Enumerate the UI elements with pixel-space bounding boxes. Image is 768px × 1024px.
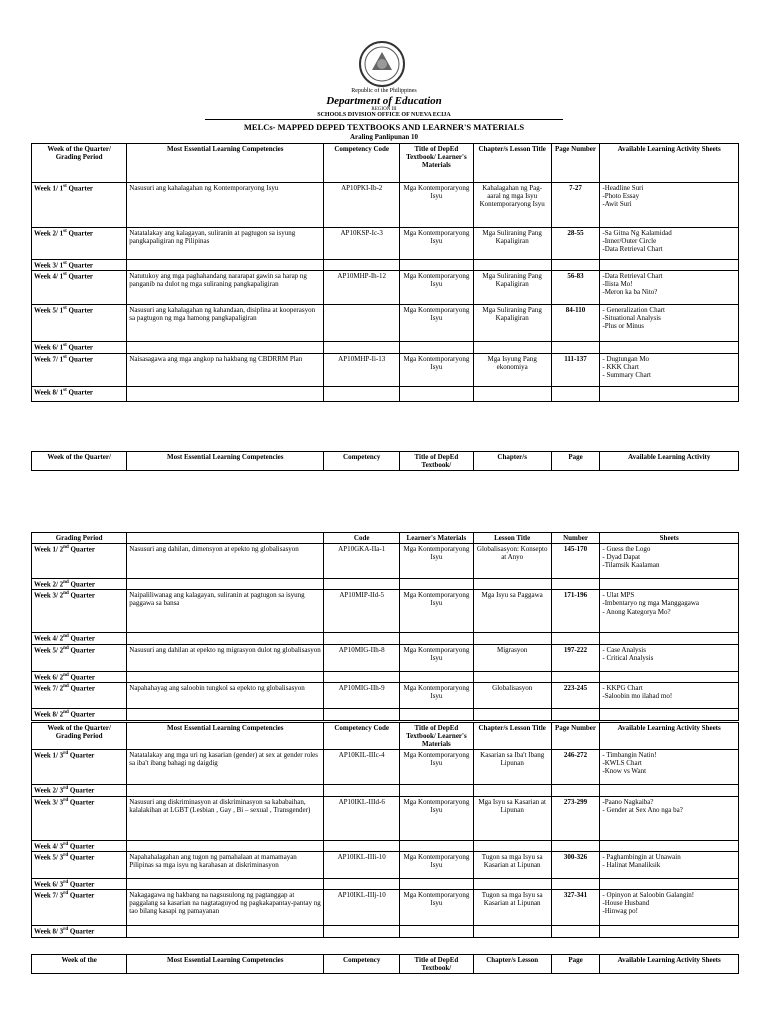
cell-code [324, 671, 400, 682]
cell-competency [127, 260, 324, 271]
cell-activity-sheets: - Ulat MPS -Imbentaryo ng mga Manggagawa - Anong Kategorya Mo? [600, 590, 739, 633]
cell-week: Week 7/ 1st Quarter [32, 353, 127, 386]
cell-week: Week 3/ 3rd Quarter [32, 796, 127, 840]
table-row [32, 579, 739, 590]
quarter3-table [31, 722, 739, 938]
cell-code: AP10KSP-Ic-3 [324, 228, 400, 260]
column-header-code: Code [324, 533, 400, 544]
cell-textbook [400, 785, 474, 796]
cell-activity-sheets [600, 878, 739, 889]
cell-pages: 28-55 [551, 228, 600, 260]
cell-code: AP10GKA-IIa-1 [324, 544, 400, 579]
cell-pages [551, 386, 600, 401]
cell-competency [127, 342, 324, 353]
table-row [32, 796, 739, 840]
cell-competency: Nasusuri ang kahalagahan ng Kontemporaryong Isyu [127, 183, 324, 228]
cell-textbook [400, 878, 474, 889]
cell-code [324, 840, 400, 851]
cell-lesson: Mga Isyung Pang ekonomiya [473, 353, 551, 386]
table-header-row [32, 955, 739, 974]
cell-code: AP10MIG-IIh-9 [324, 683, 400, 709]
cell-week: Week 1/ 3rd Quarter [32, 750, 127, 785]
table-row [32, 544, 739, 579]
column-header-pages: Page [551, 452, 600, 471]
cell-code: AP10PKI-Ib-2 [324, 183, 400, 228]
cell-textbook: Mga Kontemporaryong Isyu [400, 750, 474, 785]
cell-activity-sheets [600, 633, 739, 644]
cell-textbook [400, 840, 474, 851]
cell-textbook [400, 342, 474, 353]
cell-week: Week 8/ 1st Quarter [32, 386, 127, 401]
cell-lesson [473, 785, 551, 796]
column-header-lesson: Lesson Title [473, 533, 551, 544]
cell-textbook: Mga Kontemporaryong Isyu [400, 353, 474, 386]
cell-pages [551, 671, 600, 682]
table-row [32, 590, 739, 633]
table-row [32, 683, 739, 709]
cell-textbook: Mga Kontemporaryong Isyu [400, 796, 474, 840]
cell-lesson: Mga Suliraning Pang Kapaligiran [473, 271, 551, 305]
cell-textbook: Mga Kontemporaryong Isyu [400, 271, 474, 305]
cell-code: AP10IKL-IIId-6 [324, 796, 400, 840]
cell-code [324, 633, 400, 644]
cell-code [324, 709, 400, 720]
column-header-competency: Most Essential Learning Competencies [127, 723, 324, 750]
cell-competency [127, 633, 324, 644]
cell-week: Week 3/ 1st Quarter [32, 260, 127, 271]
cell-textbook [400, 386, 474, 401]
region-line: REGION III [371, 107, 397, 112]
table-row [32, 878, 739, 889]
cell-lesson: Tugon sa mga Isyu sa Kasarian at Lipunan [473, 890, 551, 926]
cell-code [324, 342, 400, 353]
column-header-code: Competency Code [324, 144, 400, 183]
column-header-textbook: Title of DepEd Textbook/ [400, 955, 474, 974]
cell-lesson [473, 926, 551, 937]
cell-activity-sheets [600, 926, 739, 937]
cell-week: Week 1/ 2nd Quarter [32, 544, 127, 579]
cell-pages [551, 840, 600, 851]
cell-pages: 145-170 [551, 544, 600, 579]
table-row [32, 228, 739, 260]
cell-lesson: Mga Isyu sa Paggawa [473, 590, 551, 633]
cell-week: Week 7/ 3rd Quarter [32, 890, 127, 926]
column-header-activity-sheets: Available Learning Activity Sheets [600, 723, 739, 750]
cell-code [324, 260, 400, 271]
cell-textbook [400, 671, 474, 682]
cell-textbook: Mga Kontemporaryong Isyu [400, 851, 474, 878]
cell-lesson [473, 671, 551, 682]
cell-week: Week 2/ 3rd Quarter [32, 785, 127, 796]
cell-week: Week 7/ 2nd Quarter [32, 683, 127, 709]
cell-week: Week 3/ 2nd Quarter [32, 590, 127, 633]
cell-activity-sheets [600, 709, 739, 720]
cell-week: Week 2/ 1st Quarter [32, 228, 127, 260]
cell-pages [551, 342, 600, 353]
table-row [32, 926, 739, 937]
column-header-lesson: Chapter/s [473, 452, 551, 471]
table-row [32, 260, 739, 271]
cell-pages [551, 878, 600, 889]
table-row [32, 271, 739, 305]
table-row [32, 840, 739, 851]
column-header-week: Week of the [32, 955, 127, 974]
cell-activity-sheets: - Paghambingin at Unawain - Halinat Manaliksik [600, 851, 739, 878]
cell-pages [551, 926, 600, 937]
cell-pages: 7-27 [551, 183, 600, 228]
cell-competency: Nakagagawa ng hakbang na nagsusulong ng pagtanggap at paggalang sa kasarian na nagtataguyod ng pagkakapantay-pantay ng tao bilang kasapi ng pamayanan [127, 890, 324, 926]
cell-lesson [473, 386, 551, 401]
republic-line: Republic of the Philippines [351, 88, 417, 94]
cell-code [324, 926, 400, 937]
cell-competency [127, 840, 324, 851]
cell-lesson [473, 342, 551, 353]
column-header-week: Week of the Quarter/ Grading Period [32, 723, 127, 750]
cell-code [324, 579, 400, 590]
cell-competency [127, 386, 324, 401]
column-header-code: Competency [324, 955, 400, 974]
cell-lesson [473, 709, 551, 720]
column-header-week: Week of the Quarter/ Grading Period [32, 144, 127, 183]
cell-activity-sheets: - Guess the Logo - Dyad Dapat -Tilamsik Kaalaman [600, 544, 739, 579]
cell-pages [551, 579, 600, 590]
column-header-week: Week of the Quarter/ [32, 452, 127, 471]
cell-competency [127, 671, 324, 682]
table-row [32, 305, 739, 342]
column-header-textbook: Title of DepEd Textbook/ [400, 452, 474, 471]
table-row [32, 342, 739, 353]
column-header-pages: Page [551, 955, 600, 974]
table-row [32, 183, 739, 228]
cell-activity-sheets: -Sa Gitna Ng Kalamidad -Inner/Outer Circle -Data Retrieval Chart [600, 228, 739, 260]
cell-lesson: Mga Suliraning Pang Kapaligiran [473, 228, 551, 260]
cell-lesson [473, 840, 551, 851]
column-header-pages: Number [551, 533, 600, 544]
table-header-row [32, 723, 739, 750]
cell-code: AP10IKL-IIIj-10 [324, 890, 400, 926]
cell-competency: Naipaliliwanag ang kalagayan, suliranin at pagtugon sa isyung paggawa sa bansa [127, 590, 324, 633]
cell-lesson: Migrasyon [473, 644, 551, 671]
column-header-code: Competency [324, 452, 400, 471]
cell-week: Week 2/ 2nd Quarter [32, 579, 127, 590]
table-header-row [32, 533, 739, 544]
cell-pages: 171-196 [551, 590, 600, 633]
quarter1-table [31, 143, 739, 402]
cell-lesson: Globalisasyon [473, 683, 551, 709]
cell-code [324, 785, 400, 796]
cell-lesson: Mga Isyu sa Kasarian at Lipunan [473, 796, 551, 840]
cell-competency [127, 926, 324, 937]
cell-code: AP10MHP-Ih-12 [324, 271, 400, 305]
cell-pages [551, 785, 600, 796]
cell-activity-sheets: - Timbangin Natin! -KWLS Chart -Know vs Want [600, 750, 739, 785]
cell-textbook [400, 709, 474, 720]
cell-competency: Napahahayag ang saloobin tungkol sa epekto ng globalisasyon [127, 683, 324, 709]
cell-activity-sheets [600, 671, 739, 682]
cell-pages: 300-326 [551, 851, 600, 878]
cell-textbook: Mga Kontemporaryong Isyu [400, 890, 474, 926]
cell-competency: Natutukoy ang mga paghahandang nararapat gawin sa harap ng panganib na dulot ng mga suliraning pangkapaligiran [127, 271, 324, 305]
cell-activity-sheets: - KKPG Chart -Saloobin mo ilahad mo! [600, 683, 739, 709]
cell-code: AP10MIG-IIh-8 [324, 644, 400, 671]
cell-code: AP10KIL-IIIc-4 [324, 750, 400, 785]
cell-week: Week 8/ 2nd Quarter [32, 709, 127, 720]
column-header-lesson: Chapter/s Lesson Title [473, 723, 551, 750]
cell-competency [127, 878, 324, 889]
column-header-activity-sheets: Available Learning Activity [600, 452, 739, 471]
cell-textbook: Mga Kontemporaryong Isyu [400, 590, 474, 633]
table-row [32, 671, 739, 682]
cell-activity-sheets: -Paano Nagkaiba? - Gender at Sex Ano nga ba? [600, 796, 739, 840]
cell-week: Week 4/ 2nd Quarter [32, 633, 127, 644]
cell-lesson [473, 579, 551, 590]
cell-week: Week 4/ 1st Quarter [32, 271, 127, 305]
cell-week: Week 6/ 3rd Quarter [32, 878, 127, 889]
document-title: MELCs- MAPPED DEPED TEXTBOOKS AND LEARNER'S MATERIALS [243, 122, 525, 132]
cell-week: Week 5/ 3rd Quarter [32, 851, 127, 878]
cell-lesson [473, 878, 551, 889]
column-header-competency: Most Essential Learning Competencies [127, 955, 324, 974]
cell-pages: 84-110 [551, 305, 600, 342]
cell-textbook: Mga Kontemporaryong Isyu [400, 544, 474, 579]
table-row [32, 386, 739, 401]
cell-code [324, 878, 400, 889]
cell-code [324, 386, 400, 401]
cell-competency [127, 785, 324, 796]
table-row [32, 644, 739, 671]
cell-pages: 223-245 [551, 683, 600, 709]
cell-pages [551, 260, 600, 271]
cell-lesson: Globalisasyon: Konsepto at Anyo [473, 544, 551, 579]
cell-activity-sheets [600, 386, 739, 401]
cell-textbook: Mga Kontemporaryong Isyu [400, 683, 474, 709]
cell-pages: 56-83 [551, 271, 600, 305]
cell-week: Week 6/ 1st Quarter [32, 342, 127, 353]
cell-competency: Natatalakay ang mga uri ng kasarian (gender) at sex at gender roles sa iba't ibang bahagi ng daigdig [127, 750, 324, 785]
column-header-textbook: Title of DepEd Textbook/ Learner's Materials [400, 723, 474, 750]
cell-competency: Napahahalagahan ang tugon ng pamahalaan at mamamayan Pilipinas sa mga isyu ng karahasan at diskriminasyon [127, 851, 324, 878]
cell-textbook: Mga Kontemporaryong Isyu [400, 183, 474, 228]
column-header-pages: Page Number [551, 723, 600, 750]
cell-week: Week 4/ 3rd Quarter [32, 840, 127, 851]
cell-competency: Nasusuri ang diskriminasyon at diskriminasyon sa kababaihan, kalalakihan at LGBT (Lesbian , Gay , Bi – sexual , Transgender) [127, 796, 324, 840]
column-header-competency [127, 533, 324, 544]
column-header-textbook: Title of DepEd Textbook/ Learner's Materials [400, 144, 474, 183]
cell-pages: 197-222 [551, 644, 600, 671]
cell-code: AP10MHP-Ii-13 [324, 353, 400, 386]
cell-activity-sheets [600, 579, 739, 590]
cell-week: Week 8/ 3rd Quarter [32, 926, 127, 937]
cell-activity-sheets: - Case Analysis - Critical Analysis [600, 644, 739, 671]
cell-week: Week 5/ 1st Quarter [32, 305, 127, 342]
cell-week: Week 5/ 2nd Quarter [32, 644, 127, 671]
cell-textbook: Mga Kontemporaryong Isyu [400, 644, 474, 671]
cell-lesson [473, 260, 551, 271]
cell-activity-sheets: -Headline Suri -Photo Essay -Awit Suri [600, 183, 739, 228]
cell-lesson: Mga Suliraning Pang Kapaligiran [473, 305, 551, 342]
cell-code [324, 305, 400, 342]
cell-activity-sheets: -Data Retrieval Chart -Ilista Mo! -Meron ka ba Nito? [600, 271, 739, 305]
column-header-textbook: Learner's Materials [400, 533, 474, 544]
column-header-activity-sheets: Available Learning Activity Sheets [600, 144, 739, 183]
cell-competency [127, 579, 324, 590]
column-header-code: Competency Code [324, 723, 400, 750]
cell-competency: Nasusuri ang dahilan, dimensyon at epekto ng globalisasyon [127, 544, 324, 579]
cell-activity-sheets: - Dugtungan Mo - KKK Chart - Summary Chart [600, 353, 739, 386]
page-break-header-strip-2 [31, 954, 739, 974]
cell-textbook [400, 579, 474, 590]
cell-week: Week 1/ 1st Quarter [32, 183, 127, 228]
table-header-row [32, 452, 739, 471]
cell-activity-sheets: - Opinyon at Saloobin Galangin! -House Husband -Hinwag po! [600, 890, 739, 926]
cell-activity-sheets [600, 840, 739, 851]
column-header-competency: Most Essential Learning Competencies [127, 452, 324, 471]
cell-textbook [400, 926, 474, 937]
table-row [32, 353, 739, 386]
column-header-activity-sheets: Available Learning Activity Sheets [600, 955, 739, 974]
subject-title: Araling Panlipunan 10 [349, 133, 419, 141]
cell-code: AP10IKL-IIIi-10 [324, 851, 400, 878]
cell-competency: Nasusuri ang kahalagahan ng kahandaan, disiplina at kooperasyon sa pagtugon ng mga hamong pangkapaligiran [127, 305, 324, 342]
cell-textbook [400, 260, 474, 271]
cell-pages [551, 709, 600, 720]
table-row [32, 785, 739, 796]
cell-textbook [400, 633, 474, 644]
column-header-pages: Page Number [551, 144, 600, 183]
deped-seal-logo [358, 40, 406, 88]
page-break-header-strip-1 [31, 451, 739, 471]
department-name: Department of Education [326, 95, 442, 107]
table-header-row [32, 144, 739, 183]
cell-pages: 111-137 [551, 353, 600, 386]
quarter2-table [31, 532, 739, 721]
column-header-week: Grading Period [32, 533, 127, 544]
column-header-competency: Most Essential Learning Competencies [127, 144, 324, 183]
table-row [32, 851, 739, 878]
cell-pages: 273-299 [551, 796, 600, 840]
column-header-activity-sheets: Sheets [600, 533, 739, 544]
cell-lesson [473, 633, 551, 644]
column-header-lesson: Chapter/s Lesson [473, 955, 551, 974]
cell-activity-sheets: - Generalization Chart -Situational Analysis -Plus or Minus [600, 305, 739, 342]
cell-activity-sheets [600, 785, 739, 796]
header-divider [205, 119, 563, 120]
cell-textbook: Mga Kontemporaryong Isyu [400, 228, 474, 260]
cell-competency: Naisasagawa ang mga angkop na hakbang ng CBDRRM Plan [127, 353, 324, 386]
cell-lesson: Kahalagahan ng Pag-aaral ng mga Isyu Kontemporaryong Isyu [473, 183, 551, 228]
cell-pages: 246-272 [551, 750, 600, 785]
cell-competency [127, 709, 324, 720]
table-row [32, 750, 739, 785]
cell-lesson: Kasarian sa Iba't Ibang Lipunan [473, 750, 551, 785]
cell-lesson: Tugon sa mga Isyu sa Kasarian at Lipunan [473, 851, 551, 878]
cell-activity-sheets [600, 342, 739, 353]
cell-pages [551, 633, 600, 644]
cell-textbook: Mga Kontemporaryong Isyu [400, 305, 474, 342]
cell-pages: 327-341 [551, 890, 600, 926]
cell-activity-sheets [600, 260, 739, 271]
table-row [32, 890, 739, 926]
table-row [32, 709, 739, 720]
table-row [32, 633, 739, 644]
cell-week: Week 6/ 2nd Quarter [32, 671, 127, 682]
cell-competency: Nasusuri ang dahilan at epekto ng migrasyon dulot ng globalisasyon [127, 644, 324, 671]
division-line: SCHOOLS DIVISION OFFICE OF NUEVA ECIJA [317, 112, 451, 118]
cell-code: AP10MIP-IId-5 [324, 590, 400, 633]
column-header-lesson: Chapter/s Lesson Title [473, 144, 551, 183]
cell-competency: Natatalakay ang kalagayan, suliranin at pagtugon sa isyung pangkapaligiran ng Pilipinas [127, 228, 324, 260]
